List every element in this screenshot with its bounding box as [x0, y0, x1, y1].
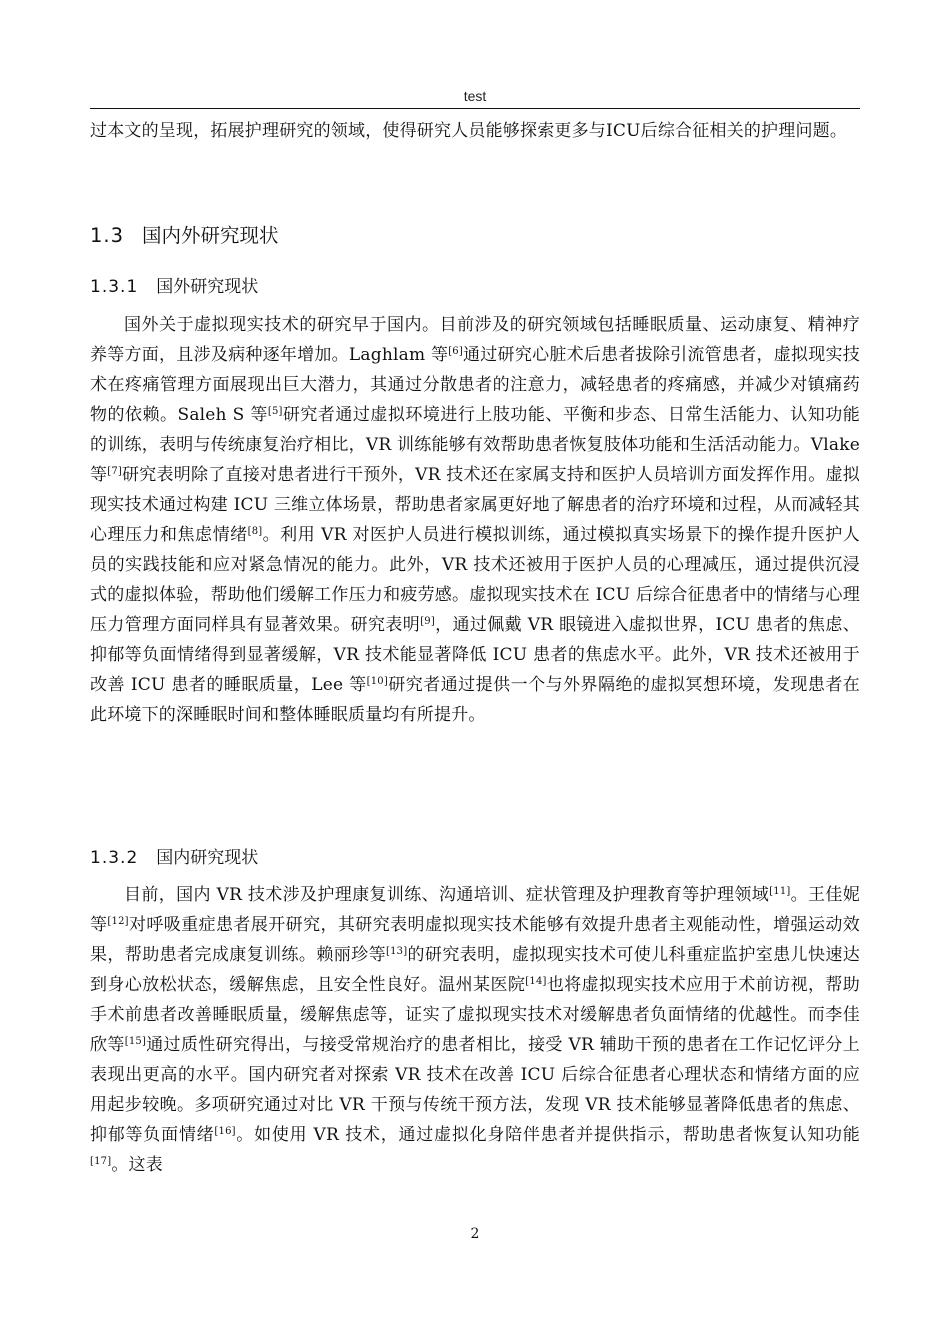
citation: [14] — [525, 976, 547, 987]
paragraph-text: 。这表 — [111, 1155, 163, 1175]
subsection-number: 1.3.1 — [90, 277, 139, 297]
paragraph-text: 通过质性研究得出，与接受常规治疗的患者相比，接受 VR 辅助干预的患者在工作记忆评分上表现出更高的水平。国内研究者对探索 VR 技术在改善 ICU 后综合征患者心理状态和情绪方面的应用起步较晚。多项研究通过对比 VR 干预与传统干预方法，发现 VR 技术能够显著降低患者的焦虑、抑郁等负面情绪 — [90, 1035, 860, 1145]
citation: [7] — [107, 466, 123, 477]
citation: [5] — [267, 406, 283, 417]
section-heading-1-3-2 — [90, 843, 258, 868]
paragraph-text: 也将虚拟现实技术应用于术前访视，帮助手术前患者改善睡眠质量，缓解焦虑等，证实了虚拟现实技术对缓解患者负面情绪的优越性。而李佳欣等 — [90, 975, 861, 1055]
paragraph-text: 。如使用 VR 技术，通过虚拟化身陪伴患者并提供指示，帮助患者恢复认知功能 — [235, 1125, 860, 1145]
citation: [9] — [420, 616, 435, 627]
section-heading-1-3 — [90, 220, 279, 248]
foreign-research-paragraph — [90, 310, 860, 730]
subsection-title: 国内研究现状 — [156, 848, 259, 868]
subsection-title: 国外研究现状 — [156, 277, 259, 297]
citation: [16] — [214, 1126, 236, 1137]
citation: [6] — [448, 346, 463, 357]
section-title: 国内外研究现状 — [142, 224, 279, 247]
citation: [8] — [247, 526, 263, 537]
domestic-research-paragraph — [90, 880, 860, 1180]
paragraph-text: 研究表明除了直接对患者进行干预外，VR 技术还在家属支持和医护人员培训方面发挥作用。虚拟现实技术通过构建 ICU 三维立体场景，帮助患者家属更好地了解患者的治疗环境和过程，从而减轻其心理压力和焦虑情绪 — [90, 465, 861, 545]
paragraph-text: 的研究表明，虚拟现实技术可使儿科重症监护室患儿快速达到身心放松状态，缓解焦虑，且安全性良好。温州某医院 — [90, 945, 860, 995]
paragraph-text: 研究者通过虚拟环境进行上肢功能、平衡和步态、日常生活能力、认知功能的训练，表明与传统康复治疗相比，VR 训练能够有效帮助患者恢复肢体功能和生活活动能力。Vlake 等 — [90, 405, 860, 485]
paragraph-text: ，通过佩戴 VR 眼镜进入虚拟世界，ICU 患者的焦虑、抑郁等负面情绪得到显著缓解，VR 技术能显著降低 ICU 患者的焦虑水平。此外，VR 技术还被用于改善 ICU 患者的睡眠质量，Lee 等 — [90, 615, 860, 695]
citation: [15] — [124, 1036, 147, 1047]
citation: [13] — [385, 946, 408, 957]
page-number: 2 — [470, 1226, 480, 1242]
citation: [17] — [90, 1156, 112, 1167]
section-heading-1-3-1 — [90, 272, 258, 297]
subsection-number: 1.3.2 — [90, 848, 139, 868]
paragraph-text: 。利用 VR 对医护人员进行模拟训练，通过模拟真实场景下的操作提升医护人员的实践技能和应对紧急情况的能力。此外，VR 技术还被用于医护人员的心理减压，通过提供沉浸式的虚拟体验，帮助他们缓解工作压力和疲劳感。虚拟现实技术在 ICU 后综合征患者中的情绪与心理压力管理方面同样具有显著效果。研究表明 — [90, 525, 860, 635]
citation: [12] — [107, 916, 129, 927]
paragraph-text: 通过研究心脏术后患者拔除引流管患者，虚拟现实技术在疼痛管理方面展现出巨大潜力，其通过分散患者的注意力，减轻患者的疼痛感，并减少对镇痛药物的依赖。Saleh S 等 — [90, 345, 860, 425]
citation: [11] — [769, 886, 791, 897]
paragraph-text: 国外关于虚拟现实技术的研究早于国内。目前涉及的研究领域包括睡眠质量、运动康复、精神疗养等方面，且涉及病种逐年增加。Laghlam 等 — [90, 315, 860, 365]
paragraph-text: 。王佳妮等 — [90, 885, 860, 935]
citation: [10] — [366, 676, 388, 687]
continuation-paragraph: 过本文的呈现，拓展护理研究的领域，使得研究人员能够探索更多与ICU后综合征相关的护理问题。 — [90, 121, 848, 141]
section-number: 1.3 — [90, 224, 125, 247]
paragraph-text: 目前，国内 VR 技术涉及护理康复训练、沟通培训、症状管理及护理教育等护理领域 — [124, 885, 770, 905]
header-rule — [90, 108, 860, 109]
page-header: test — [463, 88, 487, 104]
paragraph-text: 对呼吸重症患者展开研究，其研究表明虚拟现实技术能够有效提升患者主观能动性，增强运动效果，帮助患者完成康复训练。赖丽珍等 — [90, 915, 860, 965]
paragraph-text: 研究者通过提供一个与外界隔绝的虚拟冥想环境，发现患者在此环境下的深睡眠时间和整体睡眠质量均有所提升。 — [90, 675, 861, 725]
